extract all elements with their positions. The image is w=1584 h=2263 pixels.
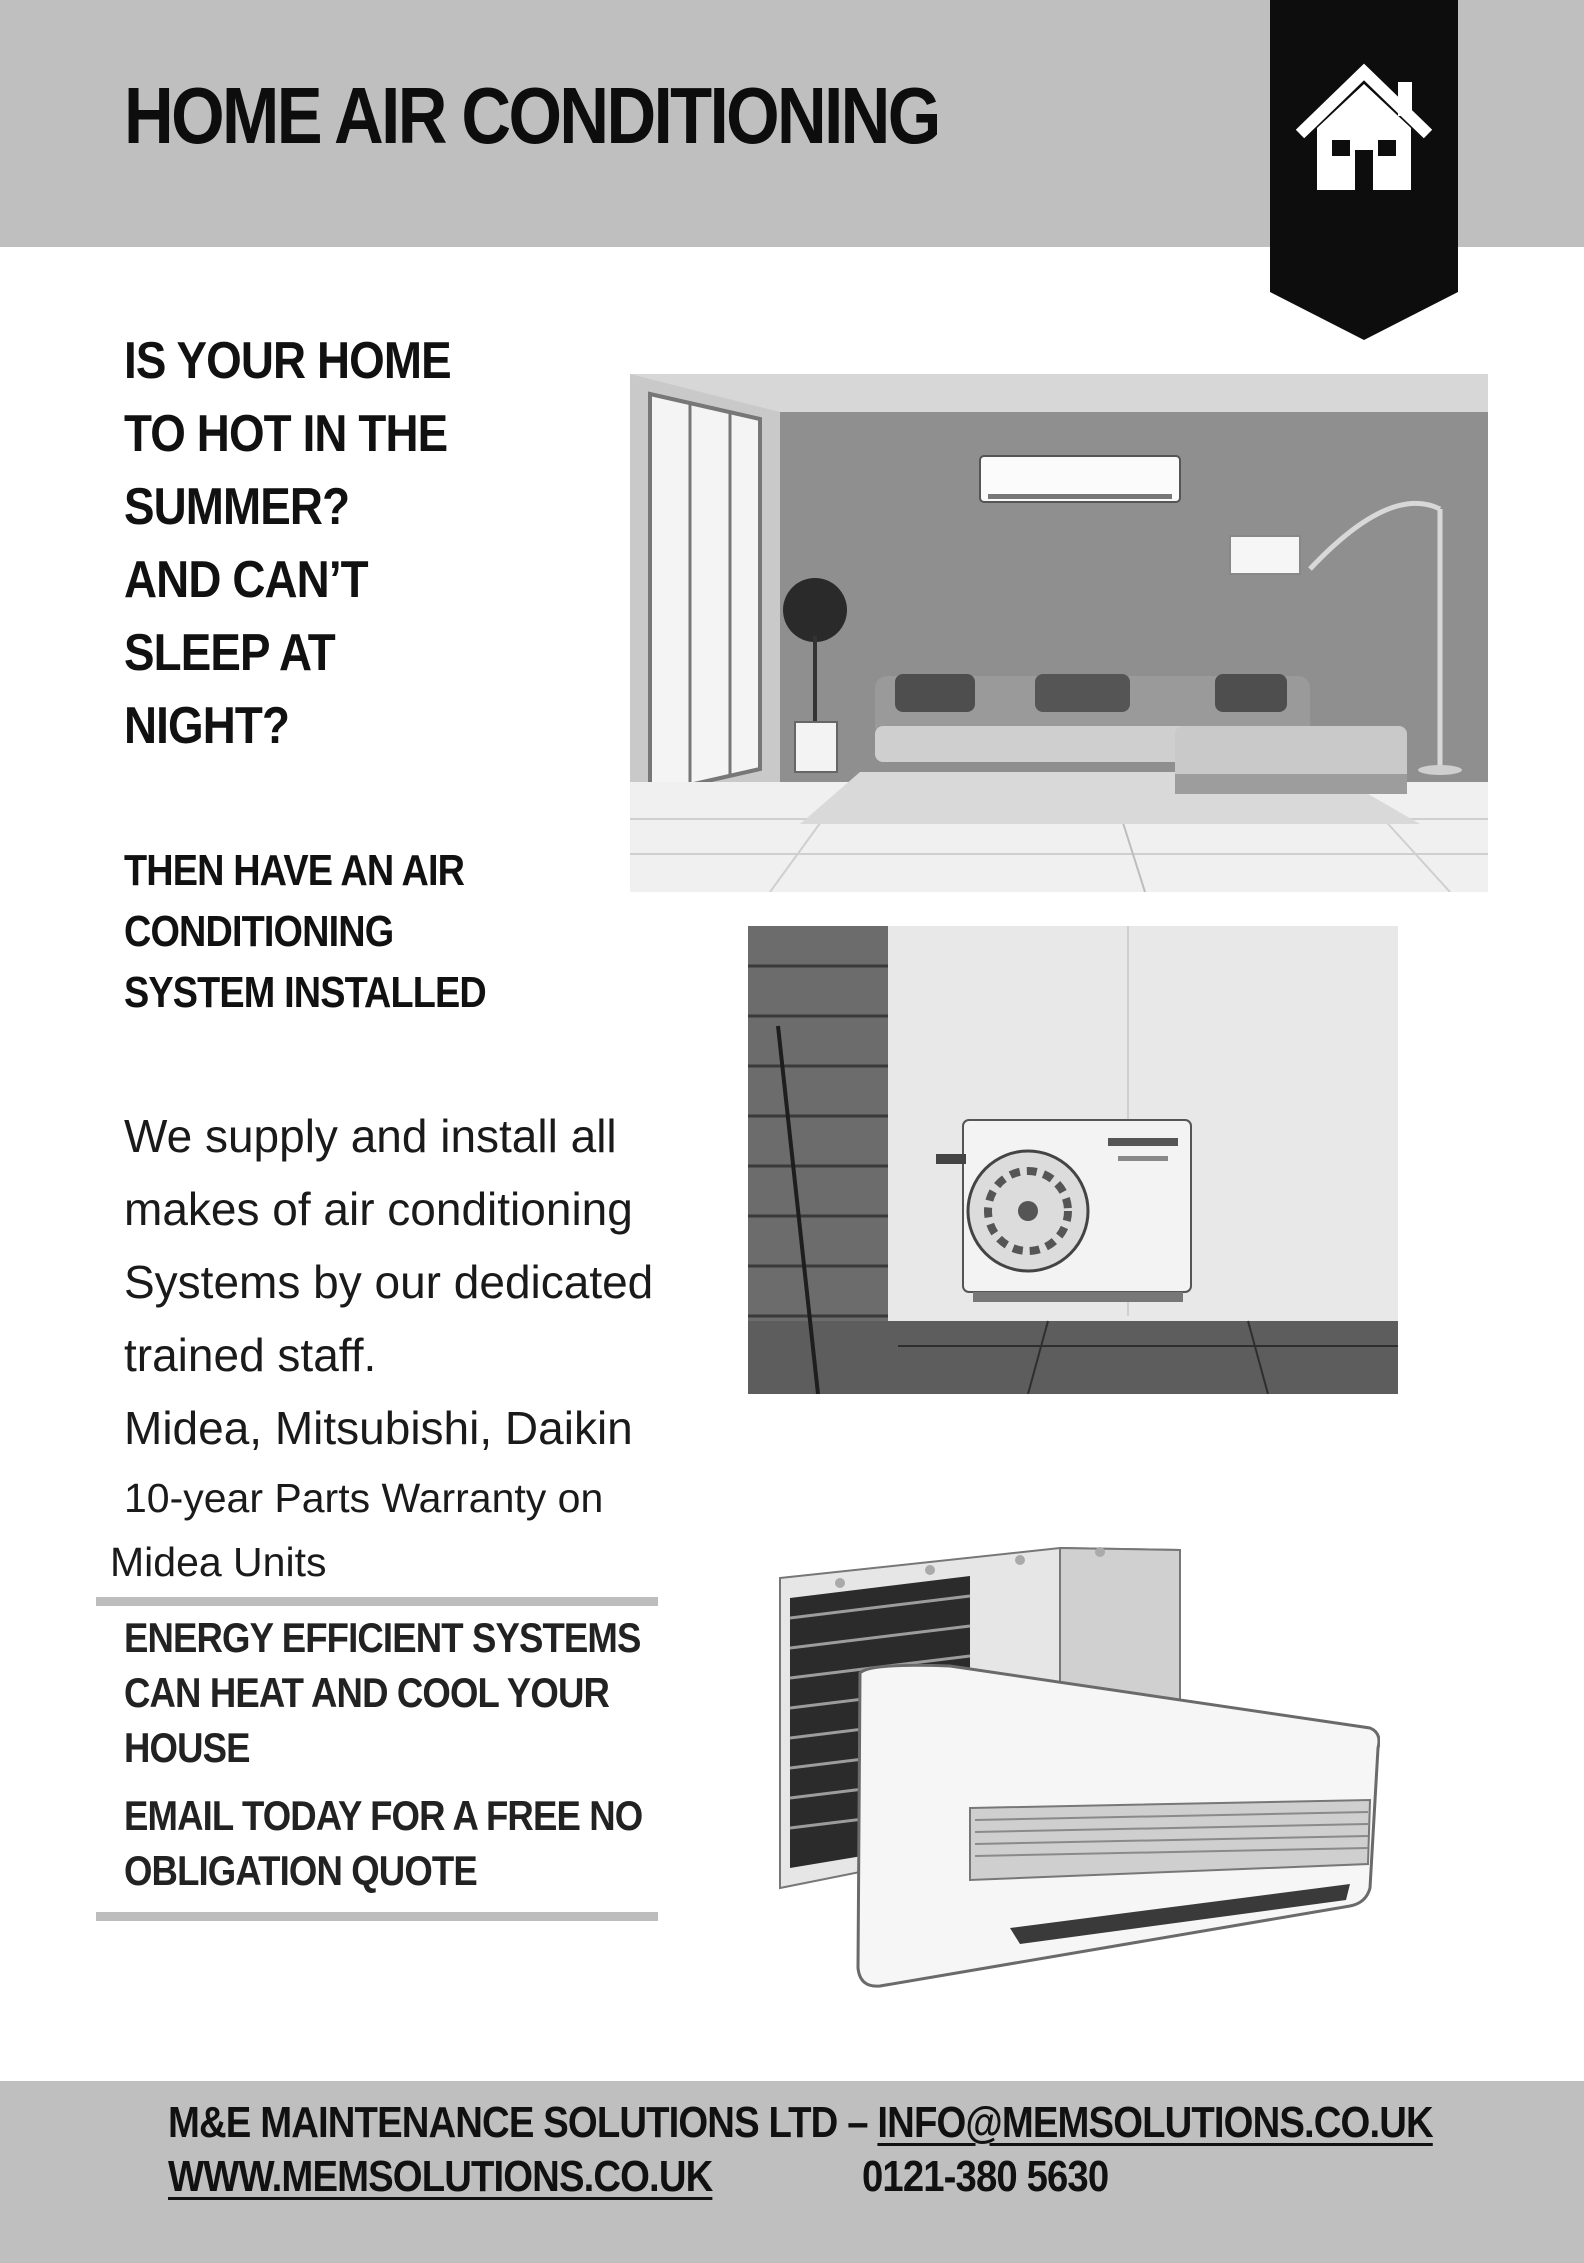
phone-number: 0121-380 5630 xyxy=(862,2152,1109,2201)
page-title: HOME AIR CONDITIONING xyxy=(124,71,939,160)
footer-contact-line xyxy=(168,2152,712,2202)
subheading-line: THEN HAVE AN AIR xyxy=(124,846,465,895)
subheading xyxy=(124,840,486,1023)
email-link[interactable]: INFO@MEMSOLUTIONS.CO.UK xyxy=(877,2098,1433,2147)
split-ac-system-photo xyxy=(770,1508,1380,1988)
headline-line: TO HOT IN THE xyxy=(124,405,448,463)
warranty-line: Midea Units xyxy=(110,1539,327,1585)
cta-line: ENERGY EFFICIENT SYSTEMS xyxy=(124,1614,641,1661)
body-text xyxy=(124,1100,653,1465)
headline-line: AND CAN’T xyxy=(124,551,368,609)
body-line: makes of air conditioning xyxy=(124,1183,633,1235)
body-line: Midea, Mitsubishi, Daikin xyxy=(124,1402,633,1454)
headline-line: NIGHT? xyxy=(124,697,290,755)
footer-company-line xyxy=(168,2098,1433,2148)
headline-line: SLEEP AT xyxy=(124,624,335,682)
company-name: M&E MAINTENANCE SOLUTIONS LTD – xyxy=(168,2098,878,2147)
living-room-photo xyxy=(630,374,1488,892)
body-line: Systems by our dedicated xyxy=(124,1256,654,1308)
divider-top xyxy=(96,1597,658,1606)
headline-line: SUMMER? xyxy=(124,478,350,536)
warranty-text xyxy=(110,1466,603,1594)
body-line: We supply and install all xyxy=(124,1110,617,1162)
website-link[interactable]: WWW.MEMSOLUTIONS.CO.UK xyxy=(168,2152,713,2201)
subheading-line: SYSTEM INSTALLED xyxy=(124,968,486,1017)
wall-ac-unit xyxy=(980,456,1180,502)
divider-bottom xyxy=(96,1912,658,1921)
warranty-line: 10-year Parts Warranty on xyxy=(124,1475,604,1521)
headline-line: IS YOUR HOME xyxy=(124,332,451,390)
subheading-line: CONDITIONING xyxy=(124,907,394,956)
cta-line: EMAIL TODAY FOR A FREE NO xyxy=(124,1792,643,1839)
cta-line: HOUSE xyxy=(124,1724,250,1771)
cta-line: CAN HEAT AND COOL YOUR xyxy=(124,1669,609,1716)
email-quote-note xyxy=(124,1788,642,1898)
outdoor-unit-photo xyxy=(748,926,1398,1394)
energy-efficient-note xyxy=(124,1610,640,1775)
cta-line: OBLIGATION QUOTE xyxy=(124,1847,477,1894)
headline xyxy=(124,325,451,763)
house-tag xyxy=(1270,0,1458,340)
outdoor-ac-unit xyxy=(936,1120,1191,1302)
body-line: trained staff. xyxy=(124,1329,377,1381)
